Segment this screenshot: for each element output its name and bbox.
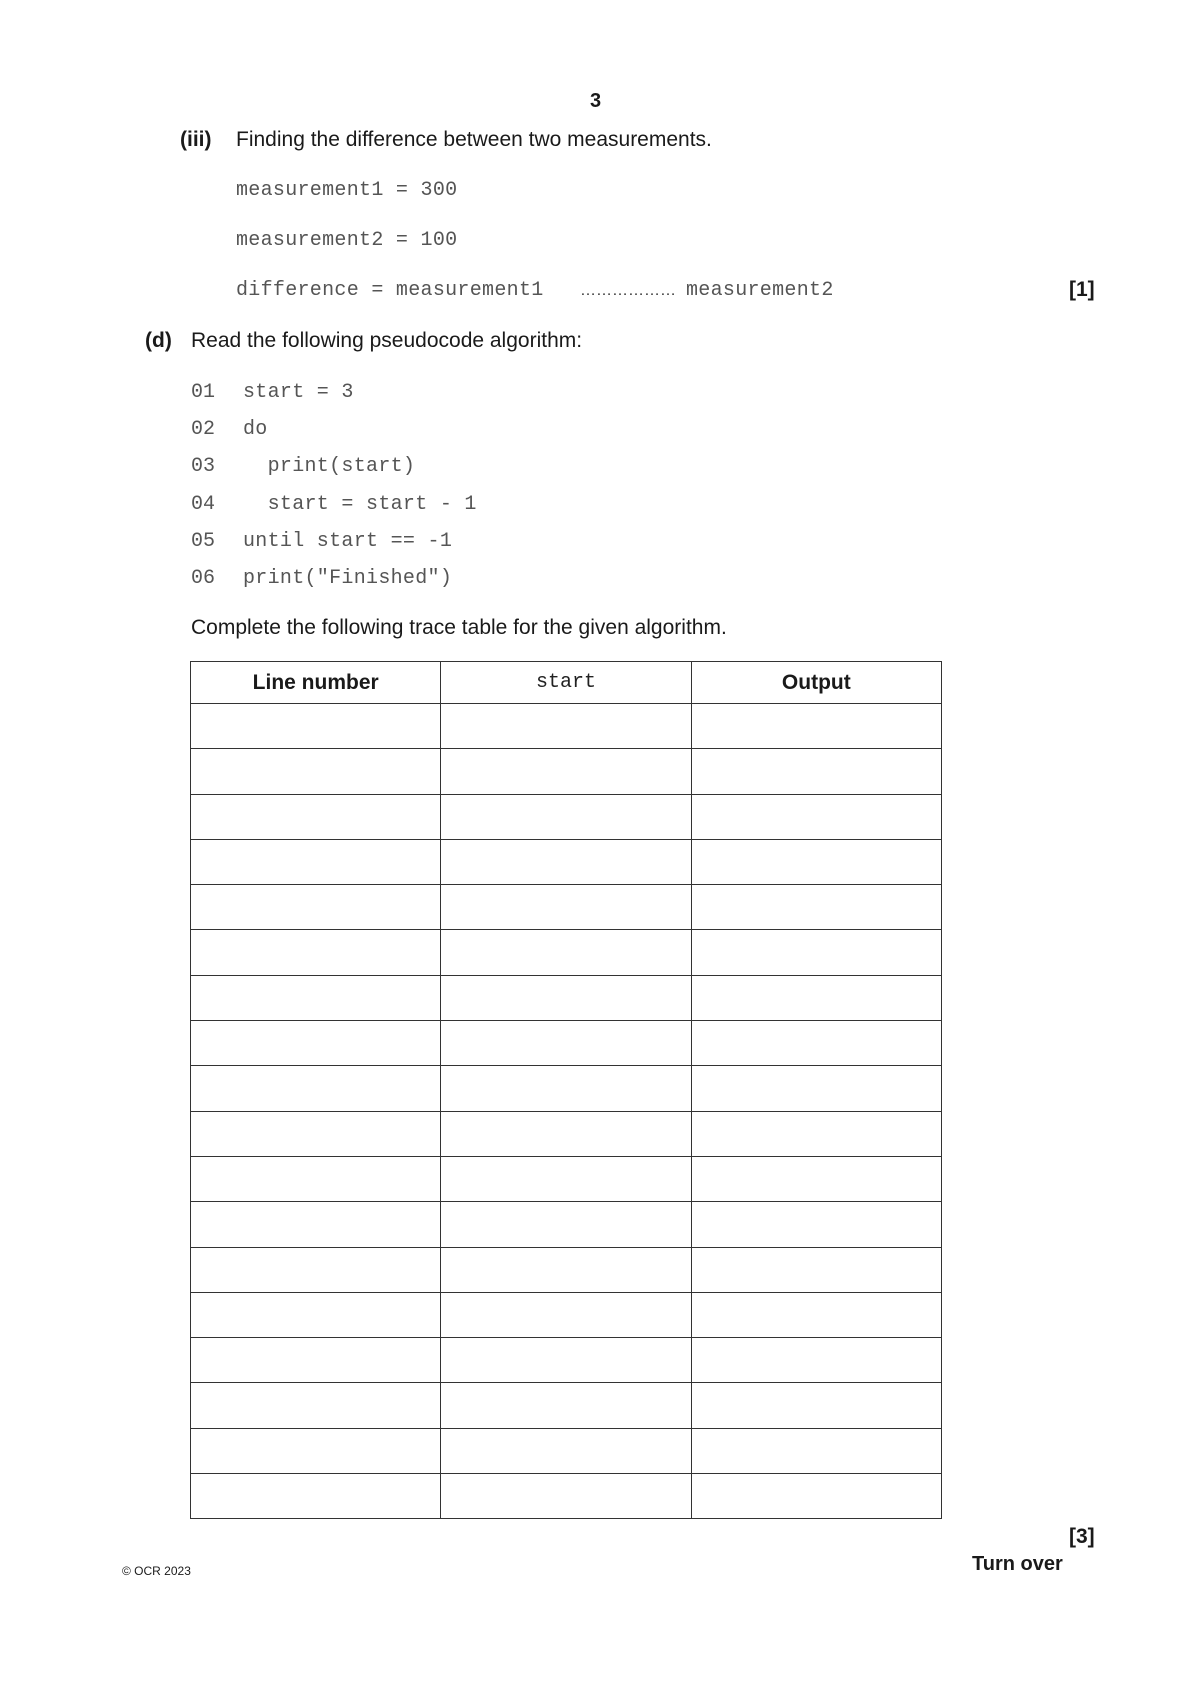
start-cell[interactable] — [441, 930, 691, 975]
output-cell[interactable] — [691, 1383, 941, 1428]
table-row — [191, 1428, 942, 1473]
line-number-cell[interactable] — [191, 839, 441, 884]
start-cell[interactable] — [441, 1338, 691, 1383]
table-row — [191, 1383, 942, 1428]
turn-over: Turn over — [972, 1553, 1063, 1575]
output-cell[interactable] — [691, 704, 941, 749]
code-line-measurement1: measurement1 = 300 — [236, 179, 458, 202]
trace-table-instruction: Complete the following trace table for the given algorithm. — [191, 616, 727, 639]
table-row — [191, 704, 942, 749]
line-number-cell[interactable] — [191, 1474, 441, 1519]
part-d-question: Read the following pseudocode algorithm: — [191, 329, 583, 352]
output-cell[interactable] — [691, 1338, 941, 1383]
table-row — [191, 1021, 942, 1066]
table-row — [191, 839, 942, 884]
code-line: until start == -1 — [243, 530, 453, 553]
line-number: 01 — [191, 381, 216, 404]
line-number-cell[interactable] — [191, 1292, 441, 1337]
output-cell[interactable] — [691, 1021, 941, 1066]
header-line-number: Line number — [191, 662, 441, 704]
copyright: © OCR 2023 — [122, 1564, 191, 1578]
start-cell[interactable] — [441, 1292, 691, 1337]
start-cell[interactable] — [441, 749, 691, 794]
line-number-cell[interactable] — [191, 1383, 441, 1428]
line-number-cell[interactable] — [191, 930, 441, 975]
line-number-cell[interactable] — [191, 1202, 441, 1247]
code-line: start = start - 1 — [243, 493, 477, 516]
table-row — [191, 794, 942, 839]
line-number: 04 — [191, 493, 216, 516]
start-cell[interactable] — [441, 885, 691, 930]
line-number-cell[interactable] — [191, 1156, 441, 1201]
table-row — [191, 1247, 942, 1292]
table-row — [191, 1111, 942, 1156]
output-cell[interactable] — [691, 1474, 941, 1519]
code-line: do — [243, 418, 268, 441]
output-cell[interactable] — [691, 1247, 941, 1292]
output-cell[interactable] — [691, 749, 941, 794]
output-cell[interactable] — [691, 975, 941, 1020]
line-number-cell[interactable] — [191, 794, 441, 839]
line-number: 05 — [191, 530, 216, 553]
trace-table — [190, 661, 942, 1519]
code-line: start = 3 — [243, 381, 354, 404]
table-row — [191, 749, 942, 794]
line-number-cell[interactable] — [191, 975, 441, 1020]
line-number: 02 — [191, 418, 216, 441]
answer-blank[interactable]: ……………… — [580, 282, 676, 299]
start-cell[interactable] — [441, 839, 691, 884]
line-number-cell[interactable] — [191, 885, 441, 930]
table-row — [191, 1292, 942, 1337]
output-cell[interactable] — [691, 1292, 941, 1337]
start-cell[interactable] — [441, 975, 691, 1020]
start-cell[interactable] — [441, 1202, 691, 1247]
output-cell[interactable] — [691, 930, 941, 975]
line-number-cell[interactable] — [191, 704, 441, 749]
output-cell[interactable] — [691, 885, 941, 930]
start-cell[interactable] — [441, 1474, 691, 1519]
trace-table-header-row — [191, 662, 942, 704]
line-number-cell[interactable] — [191, 1066, 441, 1111]
part-iii-label: (iii) — [180, 128, 212, 151]
start-cell[interactable] — [441, 1428, 691, 1473]
table-row — [191, 975, 942, 1020]
start-cell[interactable] — [441, 1111, 691, 1156]
start-cell[interactable] — [441, 1021, 691, 1066]
output-cell[interactable] — [691, 1066, 941, 1111]
table-row — [191, 1156, 942, 1201]
start-cell[interactable] — [441, 1066, 691, 1111]
code-line-difference-prefix: difference = measurement1 — [236, 279, 544, 302]
output-cell[interactable] — [691, 1111, 941, 1156]
table-row — [191, 1474, 942, 1519]
code-line: print("Finished") — [243, 567, 453, 590]
marks-part-d: [3] — [1069, 1525, 1095, 1548]
marks-part-iii: [1] — [1069, 278, 1095, 301]
page-number: 3 — [589, 90, 602, 112]
header-output: Output — [691, 662, 941, 704]
line-number-cell[interactable] — [191, 749, 441, 794]
code-line-difference-suffix: measurement2 — [686, 279, 834, 302]
start-cell[interactable] — [441, 1383, 691, 1428]
code-line: print(start) — [243, 455, 416, 478]
output-cell[interactable] — [691, 1156, 941, 1201]
line-number: 06 — [191, 567, 216, 590]
start-cell[interactable] — [441, 704, 691, 749]
output-cell[interactable] — [691, 794, 941, 839]
part-iii-question: Finding the difference between two measurements. — [236, 128, 712, 151]
line-number: 03 — [191, 455, 216, 478]
start-cell[interactable] — [441, 1156, 691, 1201]
start-cell[interactable] — [441, 1247, 691, 1292]
table-row — [191, 930, 942, 975]
line-number-cell[interactable] — [191, 1021, 441, 1066]
part-d-label: (d) — [145, 329, 172, 352]
code-line-measurement2: measurement2 = 100 — [236, 229, 458, 252]
line-number-cell[interactable] — [191, 1428, 441, 1473]
table-row — [191, 885, 942, 930]
table-row — [191, 1338, 942, 1383]
table-row — [191, 1066, 942, 1111]
line-number-cell[interactable] — [191, 1247, 441, 1292]
output-cell[interactable] — [691, 1202, 941, 1247]
line-number-cell[interactable] — [191, 1338, 441, 1383]
start-cell[interactable] — [441, 794, 691, 839]
line-number-cell[interactable] — [191, 1111, 441, 1156]
output-cell[interactable] — [691, 1428, 941, 1473]
header-start: start — [441, 662, 691, 704]
output-cell[interactable] — [691, 839, 941, 884]
table-row — [191, 1202, 942, 1247]
trace-table-body — [191, 704, 942, 1519]
